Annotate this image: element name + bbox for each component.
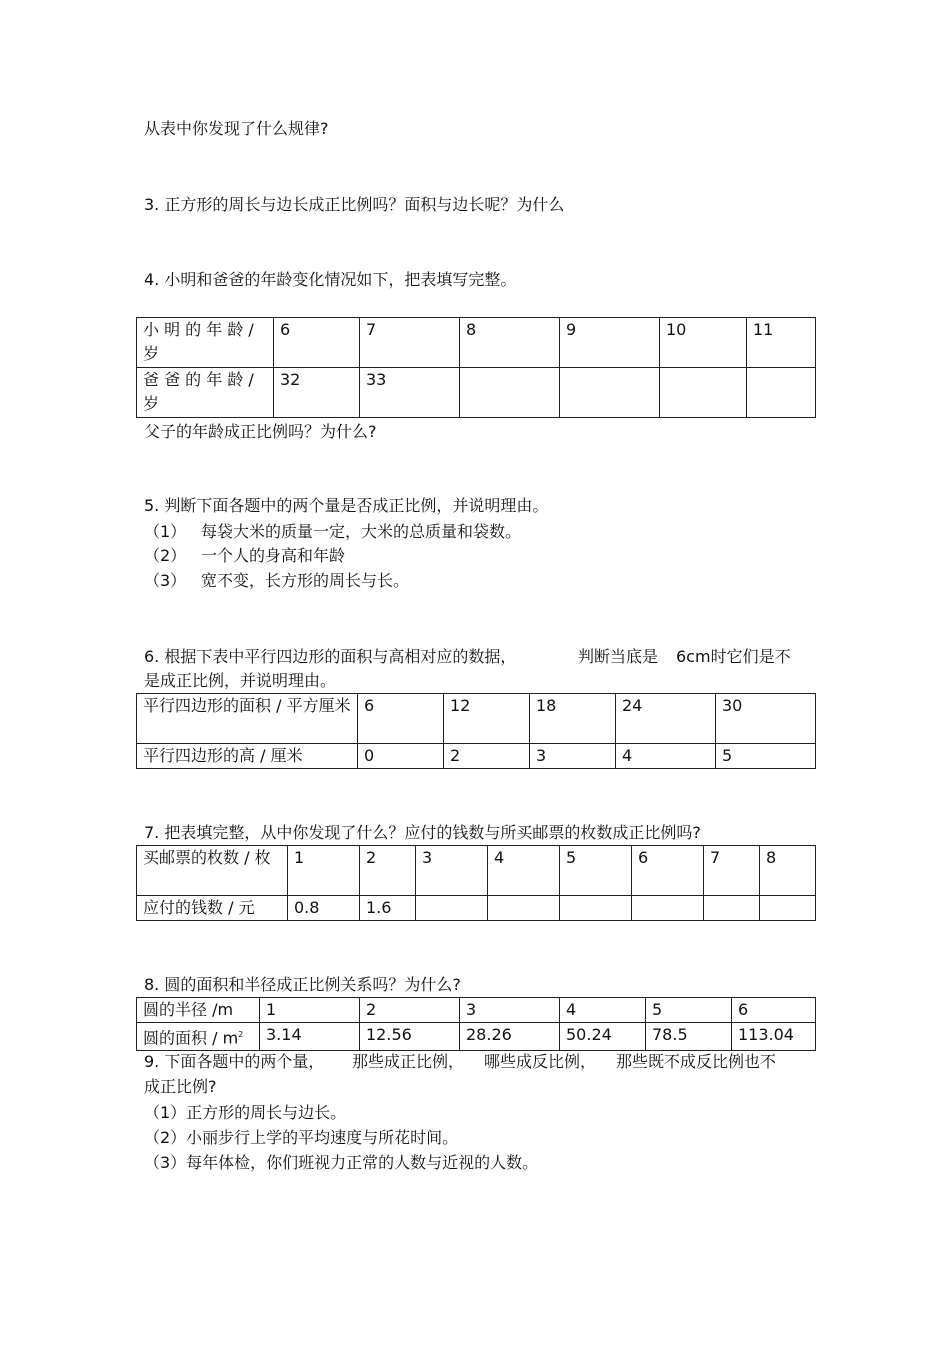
row-label: 圆的半径 /m [137, 998, 260, 1023]
table-cell[interactable] [632, 896, 704, 921]
table-cell: 3.14 [260, 1023, 360, 1051]
table-cell: 2 [360, 998, 460, 1023]
q2-question: 从表中你发现了什么规律? [144, 119, 329, 138]
table-cell[interactable] [560, 896, 632, 921]
table-cell: 24 [616, 694, 716, 744]
row-label: 应付的钱数 / 元 [137, 896, 288, 921]
table-row [137, 368, 816, 418]
table-cell[interactable] [460, 368, 560, 418]
q5-item-2-text: 一个人的身高和年龄 [201, 546, 346, 565]
table-cell[interactable] [704, 896, 760, 921]
table-cell: 6 [358, 694, 444, 744]
superscript: 2 [238, 1030, 244, 1039]
table-cell: 6 [632, 846, 704, 896]
table-cell: 7 [704, 846, 760, 896]
table-cell: 113.04 [732, 1023, 816, 1051]
table-cell: 6 [274, 318, 360, 368]
q5-item-1-number: （1） [144, 522, 187, 541]
table-cell: 33 [360, 368, 460, 418]
table-cell: 5 [560, 846, 632, 896]
table-cell: 1 [260, 998, 360, 1023]
table-cell: 0.8 [288, 896, 360, 921]
table-cell: 1.6 [360, 896, 416, 921]
q8-title: 8. 圆的面积和半径成正比例关系吗？为什么? [144, 975, 461, 994]
table-cell: 10 [660, 318, 747, 368]
table-row [137, 744, 816, 769]
table-row [137, 318, 816, 368]
q5-item-3-number: （3） [144, 571, 187, 590]
q9-item-1: （1）正方形的周长与边长。 [144, 1103, 347, 1122]
table-row [137, 1023, 816, 1051]
table-row [137, 998, 816, 1023]
q9-item-2: （2）小丽步行上学的平均速度与所花时间。 [144, 1128, 459, 1147]
q6-title-part-3: 6cm时它们是不 [676, 647, 791, 666]
q4-title: 4. 小明和爸爸的年龄变化情况如下，把表填写完整。 [144, 270, 517, 289]
row-label: 平行四边形的面积 / 平方厘米 [137, 694, 358, 744]
table-cell: 9 [560, 318, 660, 368]
q4-table [136, 317, 816, 418]
q4-question: 父子的年龄成正比例吗？为什么? [144, 422, 377, 441]
table-cell: 4 [560, 998, 646, 1023]
row-label: 买邮票的枚数 / 枚 [137, 846, 288, 896]
table-row [137, 896, 816, 921]
q8-table [136, 997, 816, 1051]
table-cell: 11 [747, 318, 816, 368]
q9-item-3: （3）每年体检，你们班视力正常的人数与近视的人数。 [144, 1153, 539, 1172]
q5-title: 5. 判断下面各题中的两个量是否成正比例，并说明理由。 [144, 496, 549, 515]
table-cell: 3 [530, 744, 616, 769]
table-row [137, 694, 816, 744]
row-label: 平行四边形的高 / 厘米 [137, 744, 358, 769]
q5-item-3-text: 宽不变，长方形的周长与长。 [201, 571, 410, 590]
table-cell: 50.24 [560, 1023, 646, 1051]
q3-title: 3. 正方形的周长与边长成正比例吗？面积与边长呢？为什么 [144, 195, 565, 214]
table-cell: 78.5 [646, 1023, 732, 1051]
q6-title-part-4: 是成正比例，并说明理由。 [144, 671, 337, 690]
table-cell: 6 [732, 998, 816, 1023]
table-cell[interactable] [488, 896, 560, 921]
q7-table [136, 845, 816, 921]
table-cell: 32 [274, 368, 360, 418]
table-cell: 12 [444, 694, 530, 744]
table-cell: 28.26 [460, 1023, 560, 1051]
table-cell: 4 [488, 846, 560, 896]
row-label: 爸 爸 的 年 龄 / 岁 [137, 368, 274, 418]
table-cell[interactable] [560, 368, 660, 418]
table-cell: 12.56 [360, 1023, 460, 1051]
table-cell: 2 [360, 846, 416, 896]
table-cell: 5 [716, 744, 816, 769]
q7-title: 7. 把表填完整，从中你发现了什么？应付的钱数与所买邮票的枚数成正比例吗? [144, 823, 701, 842]
table-cell[interactable] [416, 896, 488, 921]
q9-title-part-5: 成正比例? [144, 1077, 217, 1096]
q9-title-part-2: 那些成正比例， [352, 1052, 465, 1071]
q6-table [136, 693, 816, 769]
table-cell: 8 [460, 318, 560, 368]
q9-title-part-4: 那些既不成反比例也不 [616, 1052, 777, 1071]
table-cell[interactable] [660, 368, 747, 418]
q5-item-2-number: （2） [144, 546, 187, 565]
table-cell: 3 [416, 846, 488, 896]
table-cell: 2 [444, 744, 530, 769]
table-cell[interactable] [747, 368, 816, 418]
table-cell: 4 [616, 744, 716, 769]
table-cell: 30 [716, 694, 816, 744]
table-cell: 3 [460, 998, 560, 1023]
table-cell: 1 [288, 846, 360, 896]
table-row [137, 846, 816, 896]
table-cell: 0 [358, 744, 444, 769]
q9-title-part-1: 9. 下面各题中的两个量， [144, 1052, 325, 1071]
table-cell: 8 [760, 846, 816, 896]
q5-item-1-text: 每袋大米的质量一定，大米的总质量和袋数。 [201, 522, 522, 541]
q6-title-part-1: 6. 根据下表中平行四边形的面积与高相对应的数据， [144, 647, 517, 666]
row-label: 小 明 的 年 龄 / 岁 [137, 318, 274, 368]
table-cell[interactable] [760, 896, 816, 921]
table-cell: 7 [360, 318, 460, 368]
row-label [137, 1023, 260, 1051]
q9-title-part-3: 哪些成反比例， [484, 1052, 597, 1071]
table-cell: 18 [530, 694, 616, 744]
q6-title-part-2: 判断当底是 [578, 647, 659, 666]
row-label-text: 圆的面积 / m [143, 1028, 239, 1048]
table-cell: 5 [646, 998, 732, 1023]
